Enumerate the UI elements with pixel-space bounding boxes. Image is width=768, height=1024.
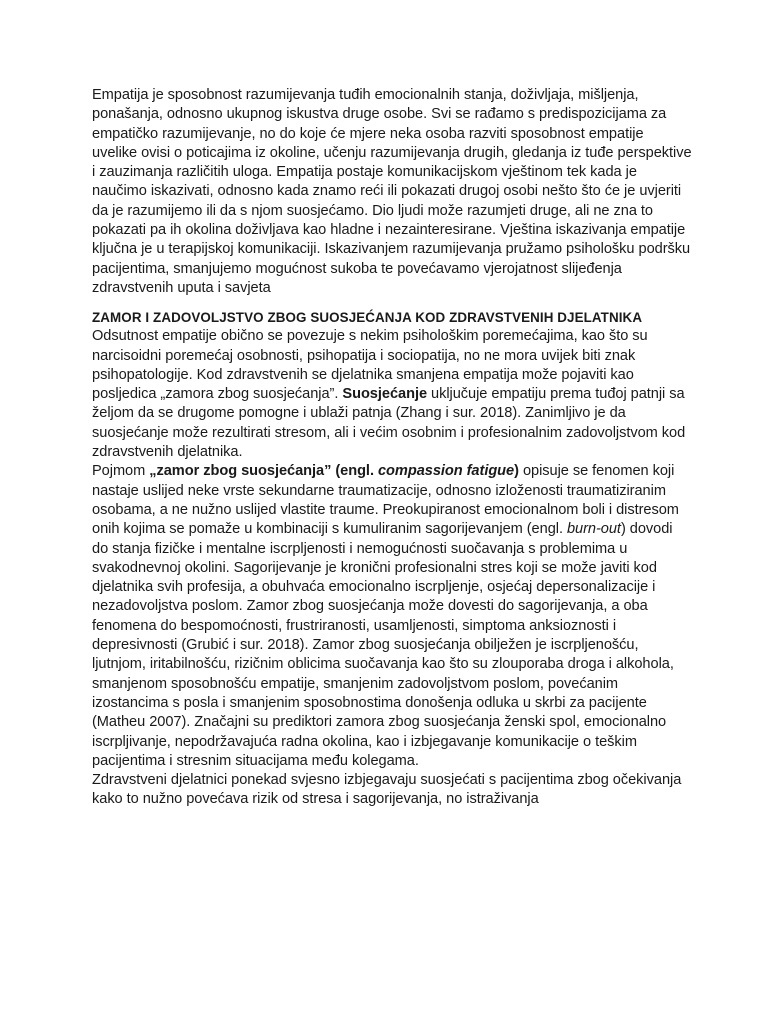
paragraph-avoidance: Zdravstveni djelatnici ponekad svjesno izbjegavaju suosjećati s pacijentima zbog očekivanja kako to nužno povećava rizik od stresa i sagorijevanja, no istraživanja bbox=[92, 772, 682, 808]
bold-italic-term-compassion-fatigue: compassion fatigue bbox=[377, 463, 515, 480]
section-heading: ZAMOR I ZADOVOLJSTVO ZBOG SUOSJEĆANJA KOD ZDRAVSTVENIH DJELATNIKA bbox=[92, 310, 643, 326]
paragraph-absence-of-empathy bbox=[92, 327, 692, 462]
paragraph-text: Odsutnost empatije obično se povezuje s nekim psihološkim poremećajima, kao što su narcisoidni poremećaj osobnosti, psihopatija i sociopatija, no ne mora uvijek biti znak psihopatologije. Kod zdravstvenih se djelatnika smanjena empatija može pojaviti kao posljedica „zamora zbog suosjećanja”. bbox=[92, 328, 648, 403]
bold-paren: ) bbox=[514, 463, 519, 480]
paragraph-text: uključuje empatiju prema tuđoj patnji sa željom da se drugome pomogne i ublaži patnja (Zhang i sur. 2018). Zanimljivo je da suosjećanje može rezultirati stresom, ali i većim osobnim i profesionalnim zadovoljstvom kod zdravstvenih djelatnika. bbox=[92, 386, 686, 461]
paragraph-empathy-intro: Empatija je sposobnost razumijevanja tuđih emocionalnih stanja, doživljaja, mišljenja, ponašanja, odnosno ukupnog iskustva druge osobe. Svi se rađamo s predispozicijama za empatičko razumijevanje, no do koje će mjere neka osoba razviti sposobnost empatije uvelike ovisi o poticajima iz okoline, učenju razumijevanja drugih, gledanja iz tuđe perspektive i zauzimanja različitih uloga. Empatija postaje komunikacijskom vještinom tek kada je naučimo iskazivati, odnosno kada znamo reći ili pokazati drugoj osobi nešto što će je uvjeriti da je razumijemo ili da s njom suosjećamo. Dio ljudi može razumjeti druge, ali ne zna to pokazati pa ih okolina doživljava kao hladne i nezainteresirane. Vještina iskazivanja empatije ključna je u terapijskoj komunikaciji. Iskazivanjem razumijevanja pružamo psihološku podršku pacijentima, smanjujemo mogućnost sukoba te povećavamo vjerojatnost slijeđenja zdravstvenih uputa i savjeta bbox=[92, 87, 692, 296]
paragraph-text: Pojmom bbox=[92, 463, 146, 480]
paragraph-compassion-fatigue bbox=[92, 462, 692, 771]
paragraph-text: opisuje se fenomen koji nastaje uslijed neke vrste sekundarne traumatizacije, odnosno izloženosti traumatiziranim osobama, a ne nužno uslijed vlastite traume. Preokupiranost emocionalnom boli i distresom onih kojima se pomaže u kombinaciji s kumuliranim sagorijevanjem (engl. bbox=[92, 463, 679, 538]
document-page bbox=[92, 86, 692, 810]
bold-term-zamor: „zamor zbog suosjećanja” (engl. bbox=[149, 463, 374, 480]
italic-term-burn-out: burn-out bbox=[566, 521, 621, 538]
bold-term-suosjecanje: Suosjećanje bbox=[342, 386, 428, 403]
paragraph-text: ) dovodi do stanja fizičke i mentalne iscrpljenosti i nemogućnosti suočavanja s problemima u svakodnevnoj okolini. Sagorijevanje je kronični profesionalni stres koji se može javiti kod djelatnika svih profesija, a obuhvaća emocionalno iscrpljenje, osjećaj depersonalizacije i nezadovoljstva poslom. Zamor zbog suosjećanja može dovesti do sagorijevanja, a oba fenomena do bespomoćnosti, frustriranosti, usamljenosti, simptoma anksioznosti i depresivnosti (Grubić i sur. 2018). Zamor zbog suosjećanja obilježen je iscrpljenošću, ljutnjom, iritabilnošću, rizičnim oblicima suočavanja kao što su zlouporaba droga i alkohola, smanjenom sposobnošću empatije, smanjenim zadovoljstvom poslom, povećanim izostancima s posla i smanjenim sposobnostima donošenja odluka u skrbi za pacijente (Matheu 2007). Značajni su prediktori zamora zbog suosjećanja ženski spol, emocionalno iscrpljivanje, nepodržavajuća radna okolina, kao i izbjegavanje komunikacije o teškim pacijentima i stresnim situacijama među kolegama. bbox=[92, 521, 674, 769]
